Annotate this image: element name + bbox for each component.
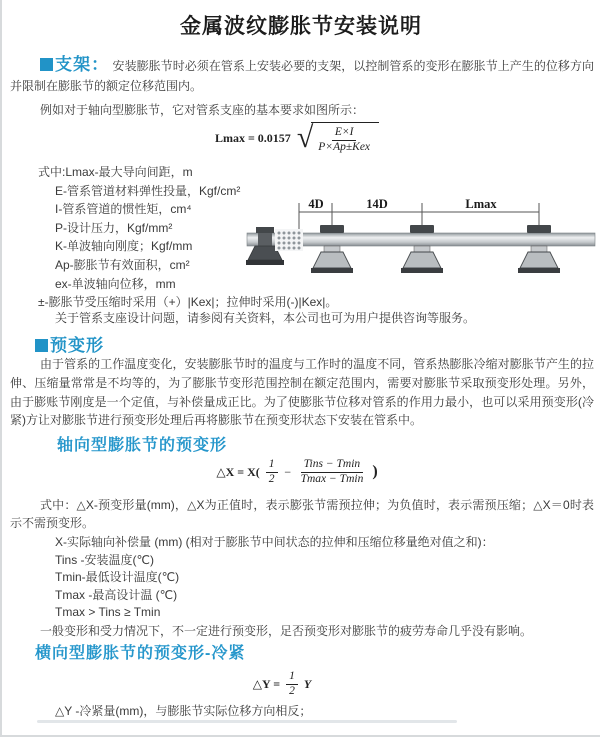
lateral-predeform-heading: 横向型膨胀节的预变形-冷紧 (35, 645, 246, 662)
guide-support-icon (311, 225, 353, 273)
axial-formula-lhs: △X = X( (216, 464, 260, 479)
pipe-support-diagram (245, 196, 597, 288)
axial-variable-list (10, 534, 494, 622)
one-half-fraction: $\frac{1}{2}$ (266, 458, 278, 487)
square-root-expression (297, 122, 379, 155)
temperature-ratio-fraction: $\frac{\text{Tins − Tmin}}{Tmax - Tmin}$ (300, 458, 364, 485)
page-title: 金属波纹膨胀节安装说明 (180, 15, 422, 38)
predeform-section-heading-row (35, 331, 104, 356)
lateral-formula-note: △Y -冷紧量(mm)，与膨胀节实际位移方向相反； (55, 704, 312, 718)
radical-sign-icon: √ (296, 121, 314, 154)
guide-support-icon (518, 225, 560, 273)
bellows-icon (275, 229, 303, 251)
variable-line: 式中:Lmax-最大导向间距，m (38, 165, 193, 179)
axial-general-note: 一般变形和受力情况下，不一定进行预变形，足否预变形对膨胀节的疲劳寿命几乎没有影响。 (40, 624, 533, 638)
section-bullet-icon (40, 58, 53, 71)
variable-line: E-管系管道材料弹性投量，Kgf/cm² (55, 183, 241, 198)
minus-sign: − (283, 464, 292, 479)
support-paragraph (10, 55, 594, 96)
lmax-formula-denominator: P×Ap±Kex (318, 140, 371, 153)
section-bullet-icon (35, 339, 48, 352)
support-example-line: 例如对于轴向型膨胀节，它对管系支座的基本要求如图所示： (40, 103, 365, 117)
support-service-note: 关于管系支座设计问题，请参阅有关资料，本公司也可为用户提供咨询等服务。 (55, 311, 476, 325)
guide-support-icon (401, 225, 443, 273)
cropped-text-remnant (37, 720, 457, 723)
axial-predeform-heading: 轴向型膨胀节的预变形 (57, 437, 228, 454)
axial-variable-line: X-实际轴向补偿量 (mm) (相对于膨胀节中间状态的拉伸和压缩位移量绝对值之和)： (55, 535, 494, 549)
axial-variable-line: Tmin-最低设计温度(℃) (55, 570, 180, 584)
one-half-fraction: $\frac{1}{2}$ (286, 670, 298, 699)
pipe-support-diagram-drawing (245, 196, 597, 288)
axial-formula-note: 式中：△X-预变形量(mm)，△X为正值时，表示膨张节需预拉伸；为负值时，表示需预压缩；△X＝0时表示不需预变形。 (10, 498, 594, 530)
diagram-dimension-label: Lmax (465, 197, 497, 211)
variable-line: P-设计压力，Kgf/mm² (55, 220, 173, 235)
axial-variable-line: Tins -安装温度(℃) (55, 552, 155, 567)
variable-line: ex-单波轴向位移，mm (55, 276, 176, 291)
diagram-dimension-label: 4D (308, 197, 324, 211)
support-intro-text: 安装膨胀节时必须在管系上安装必要的支架，以控制管系的变形在膨胀节上产生的位移方向并限制在膨胀节的额定位移范围内。 (10, 59, 594, 93)
variable-line: I-管系管道的惯性矩，cm⁴ (55, 202, 192, 217)
variable-line: K-单波轴向刚度；Kgf/mm (55, 239, 193, 254)
support-section-heading: 支架： (55, 55, 110, 74)
variable-line: ±-膨胀节受压缩时采用（+）|Kex|；拉伸时采用(-)|Kex|。 (38, 295, 338, 310)
lmax-formula (2, 122, 592, 155)
predeform-paragraph: 由于管系的工作温度变化，安装膨胀节时的温度与工作时的温度不同，管系热膨胀冷缩对膨胀节产生的拉伸、压缩量常常是不均等的，为了膨胀节变形范围控制在额定范围内，需要对膨胀节采取预变形处理。另外，由于膨账节刚度是一个定值，与补偿量成正比。为了使膨胀节位移对管系的作用力最小，也可以采用预变形(冷紧)方让对膨胀节进行预变形处理后再将膨胀节在预变形状态下安装在管系中。 (10, 357, 594, 428)
lateral-formula-lhs: △Y = (252, 676, 281, 691)
axial-predeform-formula (2, 458, 592, 487)
predeform-section-heading: 预变形 (50, 336, 104, 355)
lmax-formula-numerator: E×I (332, 126, 357, 141)
diagram-dimension-label: 14D (366, 197, 388, 211)
lateral-predeform-formula (2, 670, 562, 699)
axial-variable-line: Tmax > Tins ≥ Tmin (55, 605, 161, 619)
lateral-formula-rhs: Y (303, 676, 312, 691)
variable-line: Ap-膨胀节有效面积，cm² (55, 257, 190, 272)
closing-paren: ) (372, 463, 378, 481)
axial-variable-line: Tmax -最高设计温 (℃) (55, 587, 178, 602)
lmax-formula-prefix: Lmax = 0.0157 (214, 130, 291, 145)
